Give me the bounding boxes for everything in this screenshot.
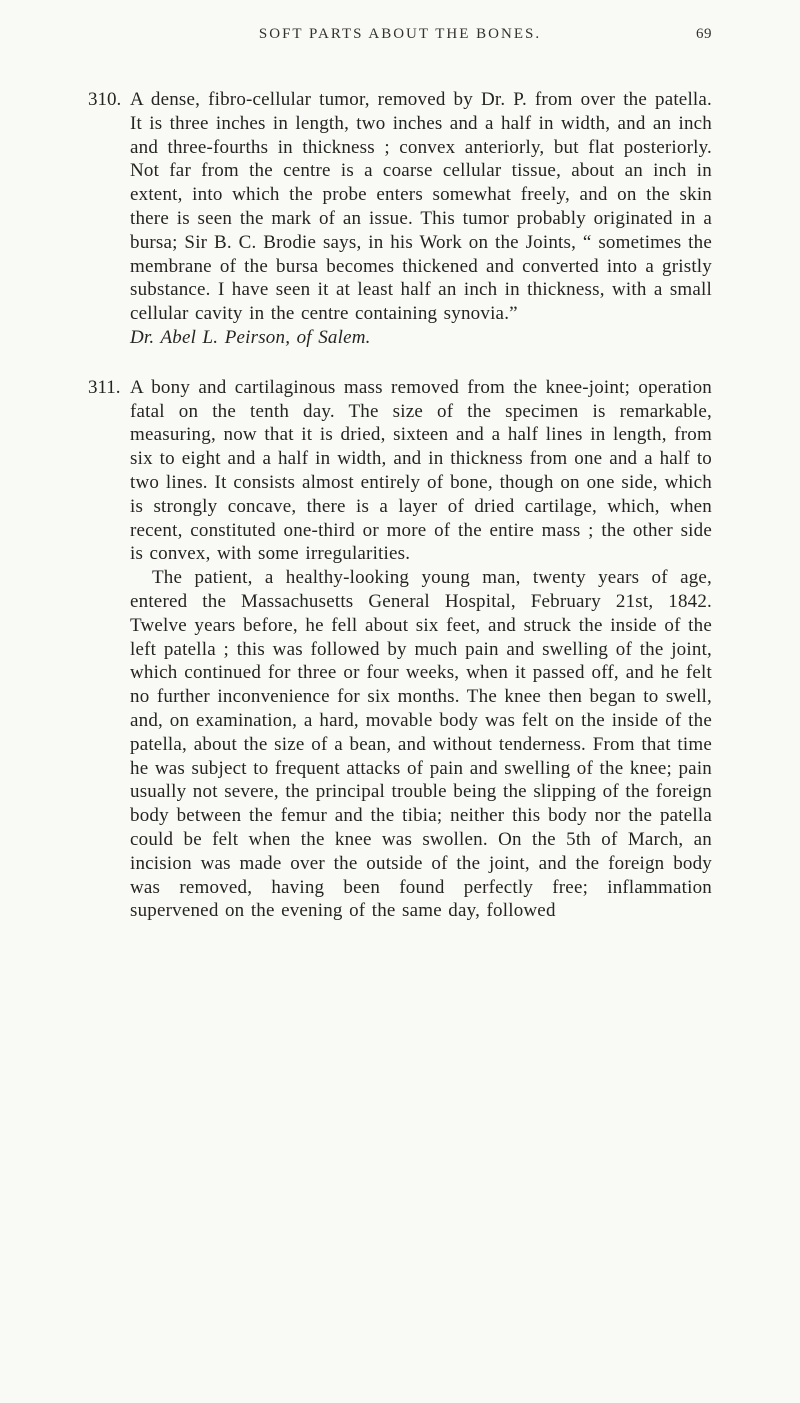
entry-number: 311. <box>88 376 121 398</box>
running-title: SOFT PARTS ABOUT THE BONES. <box>258 26 542 42</box>
entry-paragraph: The patient, a healthy-looking young man, twenty years of age, entered the Massachusetts General Hospital, February 21st, 1842. Twelve years before, he fell about six feet, and struck the inside of the left patella ; this was followed by much pain and swelling of the joint, which continued for three or four weeks, when it passed off, and he felt no further inconvenience for six months. The knee then began to swell, and, on examination, a hard, movable body was felt on the inside of the patella, about the size of a bean, and without tenderness. From that time he was subject to frequent attacks of pain and swelling of the knee; pain usually not severe, the principal trouble being the slipping of the foreign body between the femur and the tibia; neither this body nor the patella could be felt when the knee was swollen. On the 5th of March, an incision was made over the outside of the joint, and the foreign body was removed, having been found perfectly free; inflammation supervened on the evening of the same day, followed <box>130 567 712 922</box>
page-content <box>88 88 712 949</box>
entry-310 <box>88 88 712 350</box>
entry-311 <box>88 376 712 923</box>
entry-paragraph: A dense, fibro-cellular tumor, removed by Dr. P. from over the patella. It is three inches in length, two inches and a half in width, and an inch and three-fourths in thickness ; convex anteriorly, but flat posteriorly. Not far from the centre is a coarse cellular tissue, about an inch in extent, into which the probe enters somewhat freely, and on the skin there is seen the mark of an issue. This tumor probably originated in a bursa; Sir B. C. Brodie says, in his Work on the Joints, “ sometimes the membrane of the bursa becomes thickened and converted into a gristly substance. I have seen it at least half an inch in thickness, with a small cellular cavity in the centre containing synovia.” <box>130 89 712 325</box>
entry-paragraph: A bony and cartilaginous mass removed from the knee-joint; operation fatal on the tenth day. The size of the specimen is remarkable, measuring, now that it is dried, sixteen and a half lines in length, from six to eight and a half in width, and in thickness from one and a half to two lines. It consists almost entirely of bone, though on one side, which is strongly concave, there is a layer of dried cartilage, which, when recent, constituted one-third or more of the entire mass ; the other side is convex, with some irregularities. <box>130 376 712 565</box>
running-head <box>88 26 712 43</box>
entry-number: 310. <box>88 89 122 110</box>
attribution: Dr. Abel L. Peirson, of Salem. <box>130 326 371 348</box>
page-number: 69 <box>696 26 712 42</box>
